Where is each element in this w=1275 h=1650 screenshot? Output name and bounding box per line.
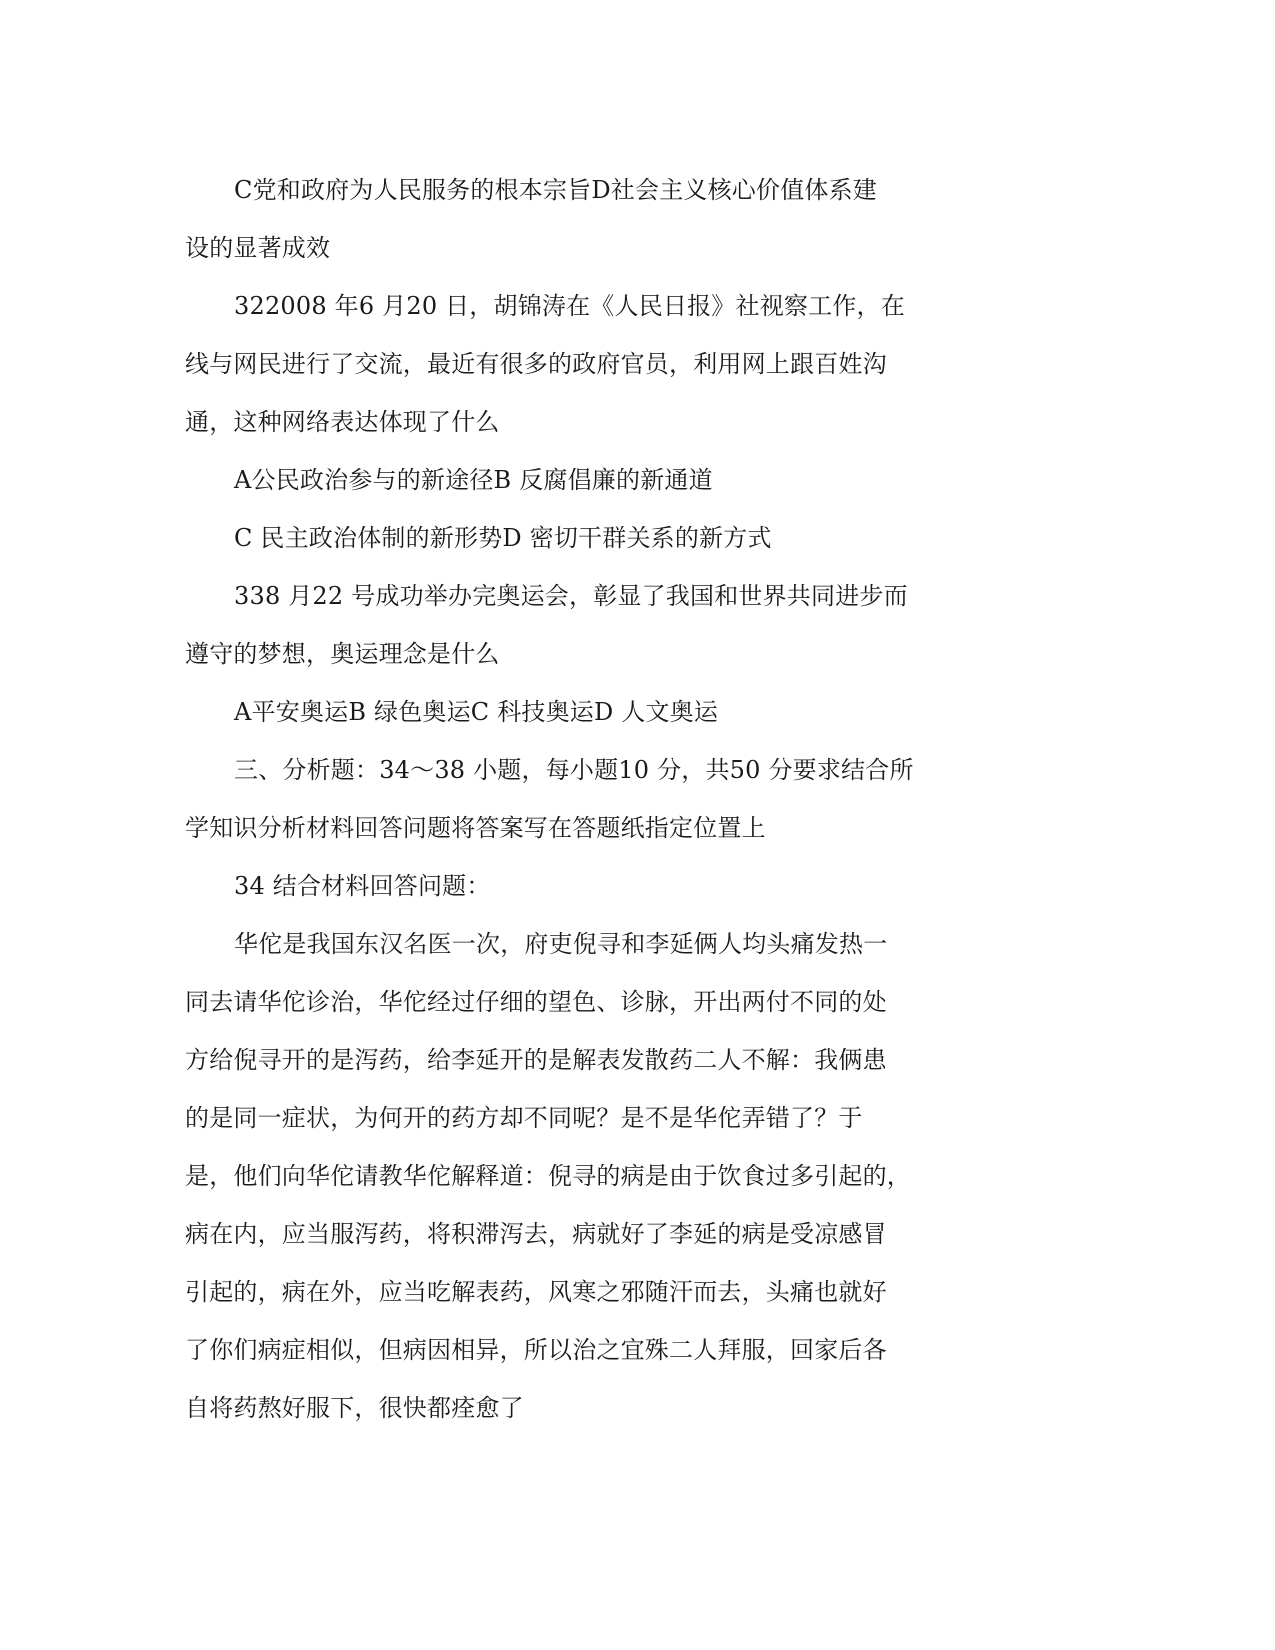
text-line-q34-material-6: 病在内，应当服泻药，将积滞泻去，病就好了李延的病是受凉感冒	[185, 1220, 887, 1248]
text-line-q33-stem: 338 月22 号成功举办完奥运会，彰显了我国和世界共同进步而	[234, 582, 908, 610]
text-line-q32-options-c-d: C 民主政治体制的新形势D 密切干群关系的新方式	[234, 524, 772, 552]
text-line-q33-stem-cont: 遵守的梦想，奥运理念是什么	[185, 640, 500, 668]
text-line-q33-options: A平安奥运B 绿色奥运C 科技奥运D 人文奥运	[234, 698, 719, 726]
text-line-q34-material-9: 自将药熬好服下，很快都痊愈了	[185, 1394, 524, 1422]
text-line-q34-material-2: 同去请华佗诊治，华佗经过仔细的望色、诊脉，开出两付不同的处	[185, 988, 887, 1016]
text-line-q32-stem: 322008 年6 月20 日，胡锦涛在《人民日报》社视察工作，在	[234, 292, 905, 320]
text-line-q34-material-3: 方给倪寻开的是泻药，给李延开的是解表发散药二人不解：我俩患	[185, 1046, 887, 1074]
text-line-q34-material-7: 引起的，病在外，应当吃解表药，风寒之邪随汗而去，头痛也就好	[185, 1278, 887, 1306]
text-line-q34-material-8: 了你们病症相似，但病因相异，所以治之宜殊二人拜服，回家后各	[185, 1336, 887, 1364]
section-heading-analysis-cont: 学知识分析材料回答问题将答案写在答题纸指定位置上	[185, 814, 766, 842]
text-line-q32-stem-cont-2: 通，这种网络表达体现了什么	[185, 408, 500, 436]
text-line-q31-option-c-d: C党和政府为人民服务的根本宗旨D社会主义核心价值体系建	[234, 176, 878, 204]
text-line-q31-option-d-cont: 设的显著成效	[185, 234, 331, 262]
text-line-q32-options-a-b: A公民政治参与的新途径B 反腐倡廉的新通道	[234, 466, 713, 494]
text-line-q34-title: 34 结合材料回答问题：	[234, 872, 491, 900]
text-line-q34-material-1: 华佗是我国东汉名医一次，府吏倪寻和李延俩人均头痛发热一	[234, 930, 888, 958]
text-line-q32-stem-cont-1: 线与网民进行了交流，最近有很多的政府官员，利用网上跟百姓沟	[185, 350, 887, 378]
text-line-q34-material-4: 的是同一症状，为何开的药方却不同呢？是不是华佗弄错了？于	[185, 1104, 863, 1132]
text-line-q34-material-5: 是，他们向华佗请教华佗解释道：倪寻的病是由于饮食过多引起的，	[185, 1162, 911, 1190]
section-heading-analysis: 三、分析题：34～38 小题，每小题10 分，共50 分要求结合所	[234, 756, 914, 784]
